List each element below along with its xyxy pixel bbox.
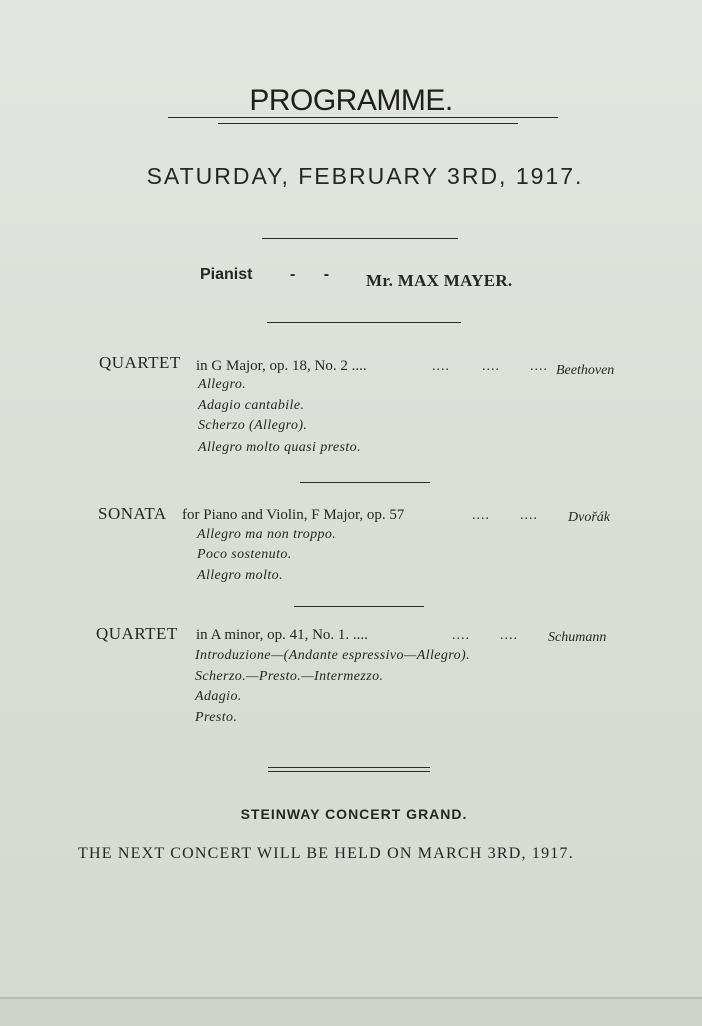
paper-bottom-edge (0, 997, 702, 1026)
movement: Allegro. (198, 377, 247, 392)
movement: Adagio cantabile. (198, 398, 305, 413)
programme-heading: PROGRAMME. (249, 84, 453, 117)
divider-3 (300, 482, 430, 483)
next-concert-note: THE NEXT CONCERT WILL BE HELD ON MARCH 3RD, 1917. (78, 845, 574, 862)
movement: Poco sostenuto. (197, 547, 292, 562)
work-title: QUARTET (99, 353, 181, 372)
movement: Adagio. (195, 689, 242, 704)
leader-dots: .... (482, 359, 500, 374)
pianist-label: Pianist (200, 266, 253, 283)
divider-2 (267, 322, 461, 323)
heading-underline-inner (218, 123, 518, 124)
composer: Dvořák (568, 510, 610, 525)
movement: Scherzo (Allegro). (198, 418, 308, 433)
work-title: QUARTET (96, 624, 178, 643)
double-divider (268, 767, 430, 772)
leader-dots: .... (452, 628, 470, 643)
movement: Allegro ma non troppo. (197, 527, 337, 542)
work-title: SONATA (98, 504, 167, 523)
leader-dots: .... (472, 508, 490, 523)
work-description: in G Major, op. 18, No. 2 .... (196, 358, 367, 374)
pianist-separator: - - (290, 266, 330, 283)
instrument-note: STEINWAY CONCERT GRAND. (240, 806, 468, 822)
movement: Allegro molto. (197, 568, 283, 583)
divider-1 (262, 238, 458, 239)
work-description: for Piano and Violin, F Major, op. 57 (182, 507, 405, 523)
composer: Schumann (548, 630, 607, 645)
leader-dots: .... (530, 359, 548, 374)
composer: Beethoven (556, 363, 615, 378)
heading-underline (168, 117, 558, 118)
work-description: in A minor, op. 41, No. 1. .... (196, 627, 368, 643)
movement: Introduzione—(Andante espressivo—Allegro). (195, 648, 470, 663)
leader-dots: .... (432, 359, 450, 374)
movement: Allegro molto quasi presto. (198, 440, 361, 455)
leader-dots: .... (520, 508, 538, 523)
concert-date: SATURDAY, FEBRUARY 3RD, 1917. (146, 163, 584, 189)
divider-4 (294, 606, 424, 607)
pianist-name: Mr. MAX MAYER. (366, 271, 513, 290)
movement: Scherzo.—Presto.—Intermezzo. (195, 669, 384, 684)
movement: Presto. (195, 710, 238, 725)
leader-dots: .... (500, 628, 518, 643)
